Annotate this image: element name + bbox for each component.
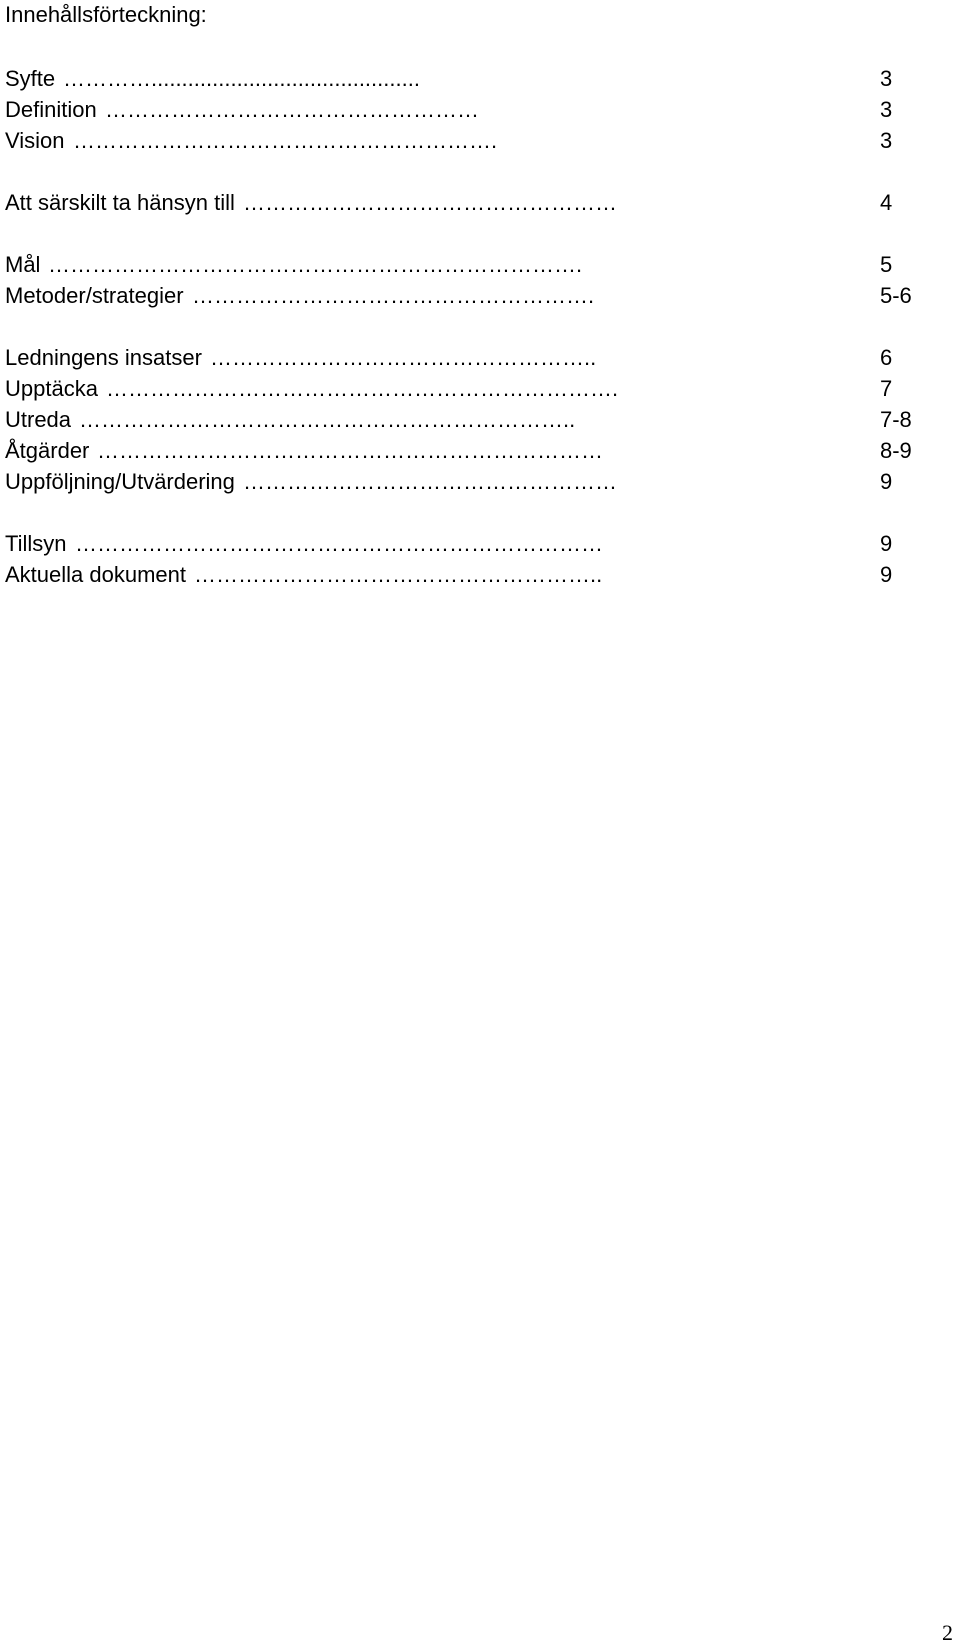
toc-entry-leader: …………………………………………… [243, 190, 617, 215]
toc-entry-leader: ……………………………………………………………… [75, 531, 603, 556]
toc-entry-page: 9 [880, 469, 893, 494]
toc-group [5, 63, 905, 156]
toc-entry-page: 3 [880, 66, 893, 91]
toc-entry-page: 7-8 [880, 407, 912, 432]
toc-entry-page: 5 [880, 252, 893, 277]
toc-entry-page: 5-6 [880, 283, 912, 308]
toc-entry [5, 466, 905, 497]
toc-entry-title: Aktuella dokument [5, 562, 186, 587]
table-of-contents [5, 63, 912, 621]
toc-entry [5, 187, 905, 218]
toc-entry-leader: ……………………………………………….. [194, 562, 603, 587]
toc-entry-title: Syfte [5, 66, 56, 91]
toc-entry-leader: ……………………………………………………………. [106, 376, 619, 401]
toc-entry-title: Utreda [5, 407, 72, 432]
toc-entry [5, 404, 912, 435]
toc-entry-leader: …………………………………………….. [210, 345, 597, 370]
toc-entry [5, 559, 905, 590]
toc-entry-leader: ………………………………………………. [192, 283, 595, 308]
toc-entry-page: 8-9 [880, 438, 912, 463]
toc-entry [5, 249, 905, 280]
toc-entry-page: 7 [880, 376, 893, 401]
toc-group [5, 528, 905, 590]
toc-entry [5, 373, 905, 404]
toc-entry-title: Upptäcka [5, 376, 98, 401]
toc-entry-title: Tillsyn [5, 531, 67, 556]
toc-entry-leader: …………………………………………………. [73, 128, 498, 153]
toc-entry-title: Ledningens insatser [5, 345, 202, 370]
toc-group [5, 342, 912, 497]
toc-entry-page: 9 [880, 531, 893, 556]
toc-entry-leader: ………………………………………………………….. [79, 407, 576, 432]
toc-entry-leader: …………............................................ [63, 66, 420, 91]
toc-entry-page: 3 [880, 97, 893, 122]
toc-entry-page: 9 [880, 562, 893, 587]
toc-entry-leader: …………………………………………… [243, 469, 617, 494]
toc-entry-leader: …………………………………………………………… [97, 438, 603, 463]
page-number: 2 [942, 1620, 953, 1645]
toc-group [5, 249, 912, 311]
toc-entry [5, 125, 905, 156]
toc-heading: Innehållsförteckning: [5, 2, 207, 27]
toc-group [5, 187, 905, 218]
toc-entry-title: Definition [5, 97, 97, 122]
toc-entry [5, 435, 912, 466]
toc-entry-page: 3 [880, 128, 893, 153]
toc-entry-page: 6 [880, 345, 893, 370]
toc-entry-title: Åtgärder [5, 438, 90, 463]
toc-entry-title: Uppföljning/Utvärdering [5, 469, 235, 494]
toc-entry-title: Mål [5, 252, 41, 277]
toc-entry-leader: …………………………………………… [105, 97, 479, 122]
toc-entry-page: 4 [880, 190, 893, 215]
toc-entry [5, 342, 905, 373]
toc-entry [5, 528, 905, 559]
toc-entry [5, 63, 905, 94]
toc-entry-leader: ………………………………………………………………. [48, 252, 583, 277]
toc-entry-title: Att särskilt ta hänsyn till [5, 190, 235, 215]
toc-entry [5, 94, 905, 125]
toc-entry [5, 280, 912, 311]
toc-entry-title: Metoder/strategier [5, 283, 184, 308]
toc-entry-title: Vision [5, 128, 65, 153]
